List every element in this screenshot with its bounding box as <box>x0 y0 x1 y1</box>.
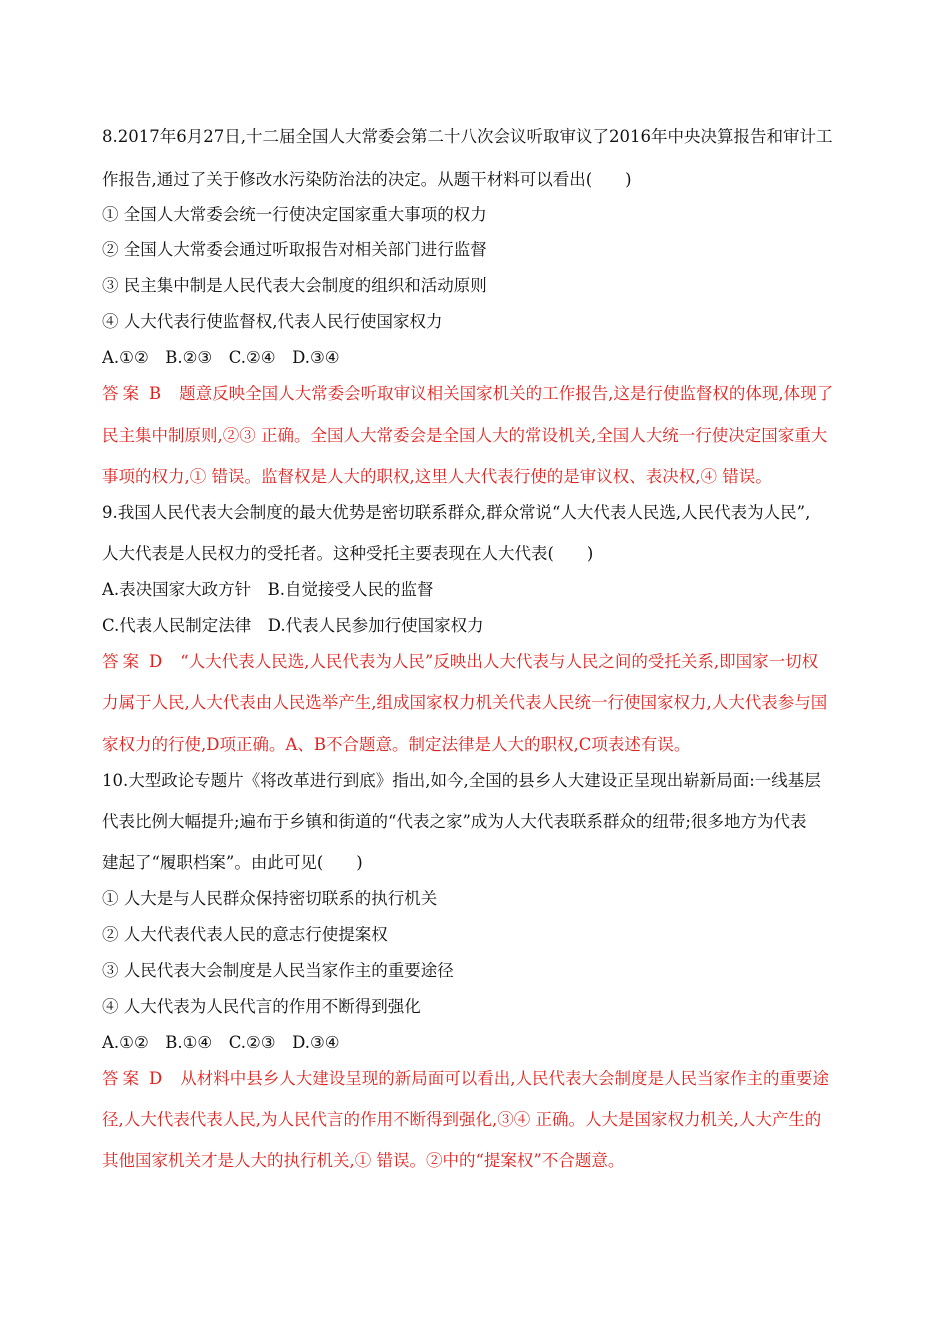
answer-key: B <box>149 384 162 403</box>
q10-options: A.①② B.①④ C.②③ D.③④ <box>102 1033 340 1052</box>
q8-answer-line-3: 事项的权力,① 错误。监督权是人大的职权,这里人大代表行使的是审议权、表决权,④ 错误。 <box>102 467 772 486</box>
q10-item-3: ③ 人民代表大会制度是人民当家作主的重要途径 <box>102 961 454 980</box>
q8-item-3: ③ 民主集中制是人民代表大会制度的组织和活动原则 <box>102 276 487 295</box>
answer-key: D <box>149 652 163 671</box>
q10-stem-line-3: 建起了“履职档案”。由此可见( ) <box>102 853 363 872</box>
q10-answer-line-2: 径,人大代表代表人民,为人民代言的作用不断得到强化,③④ 正确。人大是国家权力机关,人大产生的 <box>102 1110 822 1129</box>
q10-item-1: ① 人大是与人民群众保持密切联系的执行机关 <box>102 889 438 908</box>
q10-answer-line-1 <box>102 1069 850 1089</box>
q9-answer-line-1 <box>102 652 850 672</box>
q9-stem-line-1: 9.我国人民代表大会制度的最大优势是密切联系群众,群众常说“人大代表人民选,人民代表为人民”, <box>102 503 811 522</box>
q8-item-2: ② 全国人大常委会通过听取报告对相关部门进行监督 <box>102 240 487 259</box>
q8-item-4: ④ 人大代表行使监督权,代表人民行使国家权力 <box>102 312 443 331</box>
explanation-text: “人大代表人民选,人民代表为人民”反映出人大代表与人民之间的受托关系,即国家一切权 <box>180 652 819 671</box>
q8-answer-line-1 <box>102 384 850 404</box>
q9-options-line-1: A.表决国家大政方针 B.自觉接受人民的监督 <box>102 580 434 599</box>
q9-answer-line-2: 力属于人民,人大代表由人民选举产生,组成国家权力机关代表人民统一行使国家权力,人大代表参与国 <box>102 693 828 712</box>
explanation-text: 题意反映全国人大常委会听取审议相关国家机关的工作报告,这是行使监督权的体现,体现了 <box>179 384 834 403</box>
q8-stem-line-2: 作报告,通过了关于修改水污染防治法的决定。从题干材料可以看出( ) <box>102 170 632 189</box>
explanation-text: 从材料中县乡人大建设呈现的新局面可以看出,人民代表大会制度是人民当家作主的重要途 <box>180 1069 829 1088</box>
q9-stem-line-2: 人大代表是人民权力的受托者。这种受托主要表现在人大代表( ) <box>102 544 594 563</box>
q8-stem-line-1: 8.2017年6月27日,十二届全国人大常委会第二十八次会议听取审议了2016年中央决算报告和审计工 <box>102 127 833 146</box>
q9-options-line-2: C.代表人民制定法律 D.代表人民参加行使国家权力 <box>102 616 484 635</box>
q10-item-2: ② 人大代表代表人民的意志行使提案权 <box>102 925 388 944</box>
q10-stem-line-2: 代表比例大幅提升;遍布于乡镇和街道的“代表之家”成为人大代表联系群众的纽带;很多地方为代表 <box>102 812 807 831</box>
q10-item-4: ④ 人大代表为人民代言的作用不断得到强化 <box>102 997 421 1016</box>
q9-answer-line-3: 家权力的行使,D项正确。A、B不合题意。制定法律是人大的职权,C项表述有误。 <box>102 735 691 754</box>
answer-label: 答案 <box>102 652 143 671</box>
answer-key: D <box>149 1069 163 1088</box>
q10-answer-line-3: 其他国家机关才是人大的执行机关,① 错误。②中的“提案权”不合题意。 <box>102 1151 625 1170</box>
q10-stem-line-1: 10.大型政论专题片《将改革进行到底》指出,如今,全国的县乡人大建设正呈现出崭新局面:一线基层 <box>102 771 821 790</box>
answer-label: 答案 <box>102 1069 143 1088</box>
answer-label: 答案 <box>102 384 143 403</box>
q8-answer-line-2: 民主集中制原则,②③ 正确。全国人大常委会是全国人大的常设机关,全国人大统一行使决定国家重大 <box>102 426 828 445</box>
q8-item-1: ① 全国人大常委会统一行使决定国家重大事项的权力 <box>102 205 487 224</box>
q8-options: A.①② B.②③ C.②④ D.③④ <box>102 348 340 367</box>
